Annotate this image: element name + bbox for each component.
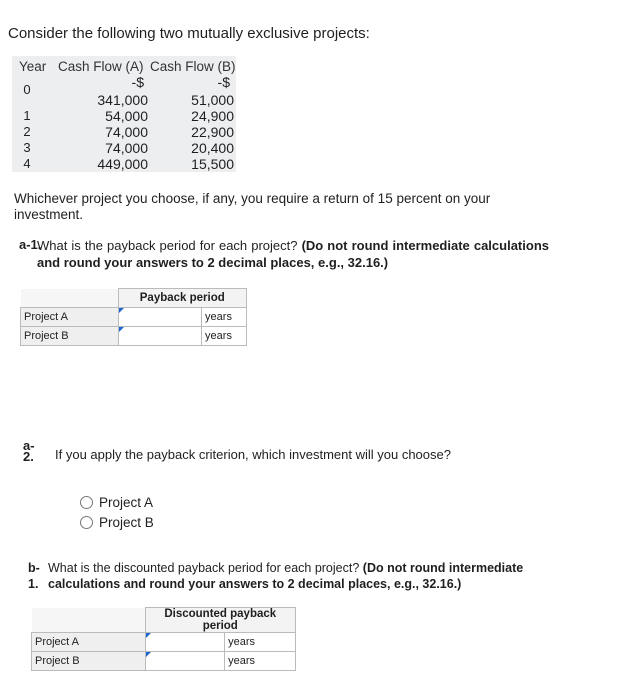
cash-b-0-sign: -$: [217, 74, 230, 90]
cash-a-0: 341,000: [97, 92, 148, 108]
discounted-input-cell-b: [145, 652, 225, 671]
question-a1-prompt: What is the payback period for each project?: [37, 238, 298, 253]
year-0: 0: [23, 82, 31, 97]
cash-b-0: 51,000: [191, 92, 234, 108]
cash-b-4: 15,500: [191, 156, 234, 172]
question-b1-text: [48, 560, 548, 592]
payback-row-label-a: Project A: [21, 308, 119, 327]
discounted-payback-header: Discounted payback period: [145, 608, 295, 633]
radio-circle-icon[interactable]: [80, 516, 93, 529]
discounted-input-cell-a: [145, 633, 225, 652]
question-a2-label: [23, 440, 35, 462]
payback-input-project-a[interactable]: [119, 307, 205, 327]
payback-input-cell-a: [118, 308, 201, 327]
blank-corner: [21, 289, 119, 308]
payback-row-label-b: Project B: [21, 327, 119, 346]
intro-text: Consider the following two mutually exclusive projects:: [8, 25, 370, 42]
radio-label-project-b: Project B: [99, 515, 154, 530]
question-b1-label: [28, 560, 40, 592]
question-b1-label-line2: 1.: [28, 577, 39, 591]
discounted-row-label-a: Project A: [32, 633, 146, 652]
cash-flow-table: [12, 56, 236, 172]
discounted-input-project-b[interactable]: [146, 651, 229, 671]
payback-period-header: Payback period: [118, 289, 246, 308]
radio-circle-icon[interactable]: [80, 496, 93, 509]
header-cash-flow-b: Cash Flow (B): [150, 59, 236, 74]
required-return-text: Whichever project you choose, if any, you require a return of 15 percent on your investment.: [14, 191, 491, 222]
question-a2-label-line2: 2.: [23, 449, 34, 464]
input-marker-icon: [119, 327, 124, 332]
payback-period-table: [20, 288, 247, 346]
question-a1-instruction: (Do not round intermediate calculations and round your answers to 2 decimal places, e.g., 32.16.): [37, 238, 549, 270]
discounted-unit-a: years: [225, 633, 296, 652]
payback-unit-a: years: [202, 308, 247, 327]
payback-input-cell-b: [118, 327, 201, 346]
radio-option-project-a[interactable]: [80, 495, 153, 510]
blank-corner: [32, 608, 146, 633]
input-marker-icon: [119, 308, 124, 313]
question-b1-prompt: What is the discounted payback period for each project?: [48, 561, 360, 575]
cash-a-2: 74,000: [105, 124, 148, 140]
question-b1-label-line1: b-: [28, 561, 40, 575]
payback-input-project-b[interactable]: [119, 326, 205, 346]
cash-b-3: 20,400: [191, 140, 234, 156]
input-marker-icon: [146, 652, 151, 657]
question-a2-text: If you apply the payback criterion, which investment will you choose?: [55, 447, 451, 462]
cash-b-1: 24,900: [191, 108, 234, 124]
cash-a-0-sign: -$: [131, 74, 144, 90]
cash-a-4: 449,000: [97, 156, 148, 172]
question-b1-instruction: (Do not round intermediate calculations and round your answers to 2 decimal places, e.g., 32.16.): [48, 561, 524, 591]
header-year: Year: [19, 59, 47, 74]
cash-b-2: 22,900: [191, 124, 234, 140]
payback-unit-b: years: [202, 327, 247, 346]
cash-a-1: 54,000: [105, 108, 148, 124]
year-2: 2: [23, 124, 31, 139]
question-a1-text: [37, 237, 549, 271]
radio-option-project-b[interactable]: [80, 515, 154, 530]
cash-a-3: 74,000: [105, 140, 148, 156]
year-1: 1: [23, 108, 31, 123]
question-a1-label: a-1.: [19, 237, 42, 252]
radio-label-project-a: Project A: [99, 495, 154, 510]
year-3: 3: [23, 140, 31, 155]
input-marker-icon: [146, 633, 151, 638]
discounted-row-label-b: Project B: [32, 652, 146, 671]
question-a2-label-line1: a-: [23, 438, 35, 453]
header-cash-flow-a: Cash Flow (A): [58, 59, 144, 74]
discounted-input-project-a[interactable]: [146, 632, 229, 652]
year-4: 4: [23, 156, 31, 171]
discounted-unit-b: years: [225, 652, 296, 671]
discounted-payback-table: [31, 607, 296, 671]
